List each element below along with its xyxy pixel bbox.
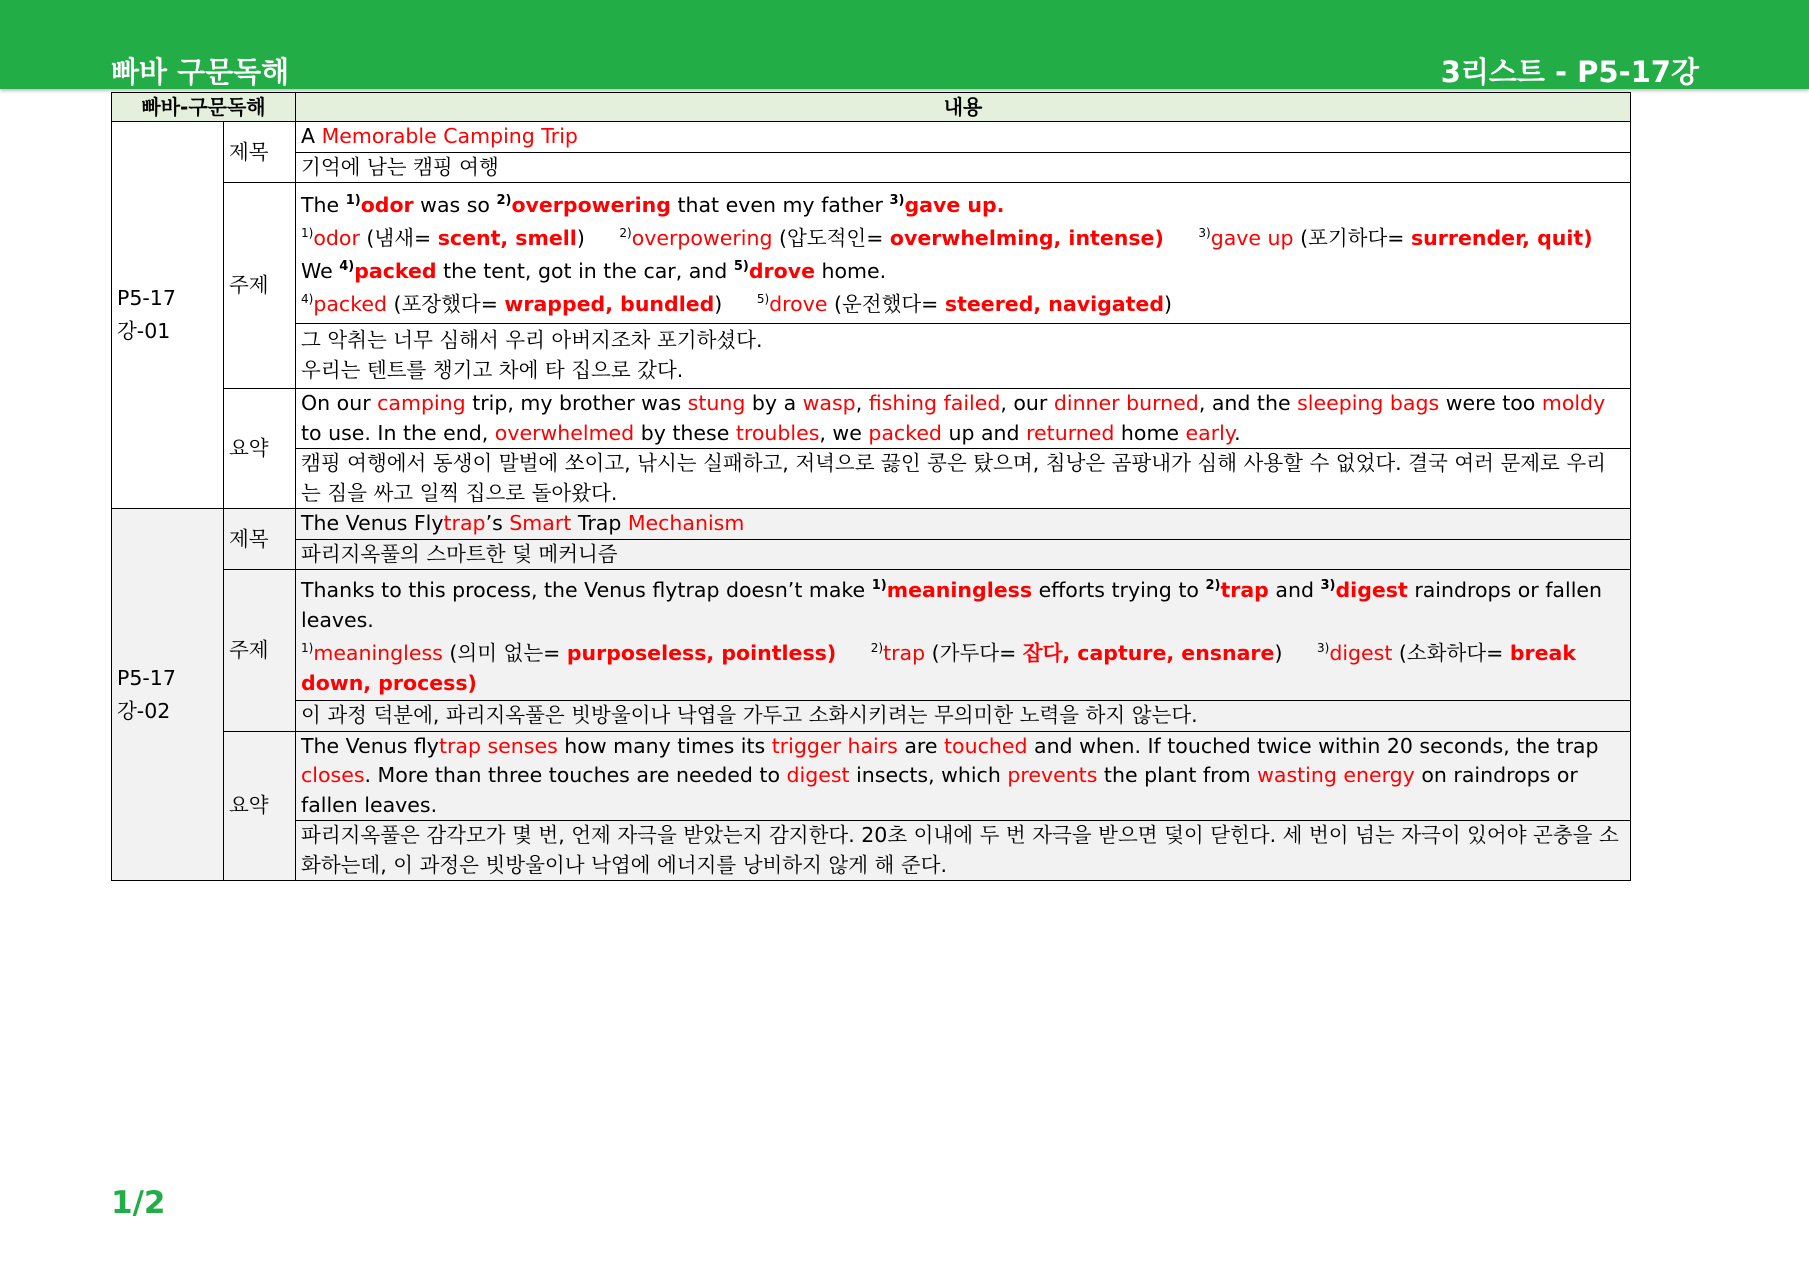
table-row (112, 731, 1631, 821)
topic-korean: 그 악취는 너무 심해서 우리 아버지조차 포기하셨다. 우리는 텐트를 챙기고 차에 타 집으로 갔다. (296, 324, 1631, 389)
vocab-table (111, 92, 1631, 881)
title-english: The Venus Flytrap’s Smart Trap Mechanism (296, 509, 1631, 540)
book-title: 빠바 구문독해 (111, 55, 290, 89)
page-number: 1/2 (111, 1185, 166, 1221)
category-topic: 주제 (224, 570, 296, 732)
table-row (112, 570, 1631, 701)
title-korean: 기억에 남는 캠핑 여행 (296, 152, 1631, 183)
summary-english: The Venus flytrap senses how many times its trigger hairs are touched and when. If touched twice within 20 seconds, the trap closes. More than three touches are needed to digest insects, which prevents the plant from wasting energy on raindrops or fallen leaves. (296, 731, 1631, 821)
topic-korean: 이 과정 덕분에, 파리지옥풀은 빗방울이나 낙엽을 가두고 소화시키려는 무의미한 노력을 하지 않는다. (296, 701, 1631, 732)
category-title: 제목 (224, 509, 296, 570)
col-header-content: 내용 (296, 93, 1631, 122)
topic-sentence-2: We $^{4)}$packed the tent, got in the car, and $^{5)}$drove home. (301, 259, 887, 283)
category-summary: 요약 (224, 731, 296, 881)
table-row (112, 122, 1631, 153)
col-header-book: 빠바-구문독해 (112, 93, 296, 122)
lesson-group-1 (112, 122, 1631, 509)
category-summary: 요약 (224, 389, 296, 509)
table-row (112, 539, 1631, 570)
topic-vocab-line-1: $^{1)}$meaningless (의미 없는= purposeless, pointless) $^{2)}$trap (가두다= 잡다, capture, ensnare) $^{3)}$digest (소화하다= break down, process) (301, 641, 1576, 695)
topic-english (296, 183, 1631, 324)
topic-sentence-1: The $^{1)}$odor was so $^{2)}$overpowering that even my father $^{3)}$gave up. (301, 193, 1005, 217)
table-row (112, 389, 1631, 449)
table-row (112, 701, 1631, 732)
lesson-id: P5-17강-02 (112, 509, 224, 881)
table-row (112, 152, 1631, 183)
summary-korean: 캠핑 여행에서 동생이 말벌에 쏘이고, 낚시는 실패하고, 저녁으로 끓인 콩은 탔으며, 침낭은 곰팡내가 심해 사용할 수 없었다. 결국 여러 문제로 우리는 짐을 싸고 일찍 집으로 돌아왔다. (296, 449, 1631, 509)
table-row (112, 821, 1631, 881)
title-english: A Memorable Camping Trip (296, 122, 1631, 153)
table-row (112, 324, 1631, 389)
lesson-id: P5-17강-01 (112, 122, 224, 509)
topic-english (296, 570, 1631, 701)
summary-english: On our camping trip, my brother was stung by a wasp, fishing failed, our dinner burned, and the sleeping bags were too moldy to use. In the end, overwhelmed by these troubles, we packed up and returned home early. (296, 389, 1631, 449)
topic-vocab-line-2: $^{4)}$packed (포장했다= wrapped, bundled) $^{5)}$drove (운전했다= steered, navigated) (301, 292, 1173, 316)
lesson-list-title: 3리스트 - P5-17강 (1440, 55, 1699, 89)
topic-sentence-1: Thanks to this process, the Venus flytrap doesn’t make $^{1)}$meaningless efforts trying to $^{2)}$trap and $^{3)}$digest raindrops or fallen leaves. (301, 578, 1602, 632)
topic-vocab-line-1: $^{1)}$odor (냄새= scent, smell) $^{2)}$overpowering (압도적인= overwhelming, intense) $^{3)}$gave up (포기하다= surrender, quit) (301, 226, 1593, 250)
lesson-group-2 (112, 509, 1631, 881)
category-title: 제목 (224, 122, 296, 183)
table-row (112, 509, 1631, 540)
table-row (112, 183, 1631, 324)
title-korean: 파리지옥풀의 스마트한 덫 메커니즘 (296, 539, 1631, 570)
table-header-row (112, 93, 1631, 122)
category-topic: 주제 (224, 183, 296, 389)
summary-korean: 파리지옥풀은 감각모가 몇 번, 언제 자극을 받았는지 감지한다. 20초 이내에 두 번 자극을 받으면 덫이 닫힌다. 세 번이 넘는 자극이 있어야 곤충을 소화하는데, 이 과정은 빗방울이나 낙엽에 에너지를 낭비하지 않게 해 준다. (296, 821, 1631, 881)
top-banner (0, 0, 1809, 89)
table-row (112, 449, 1631, 509)
